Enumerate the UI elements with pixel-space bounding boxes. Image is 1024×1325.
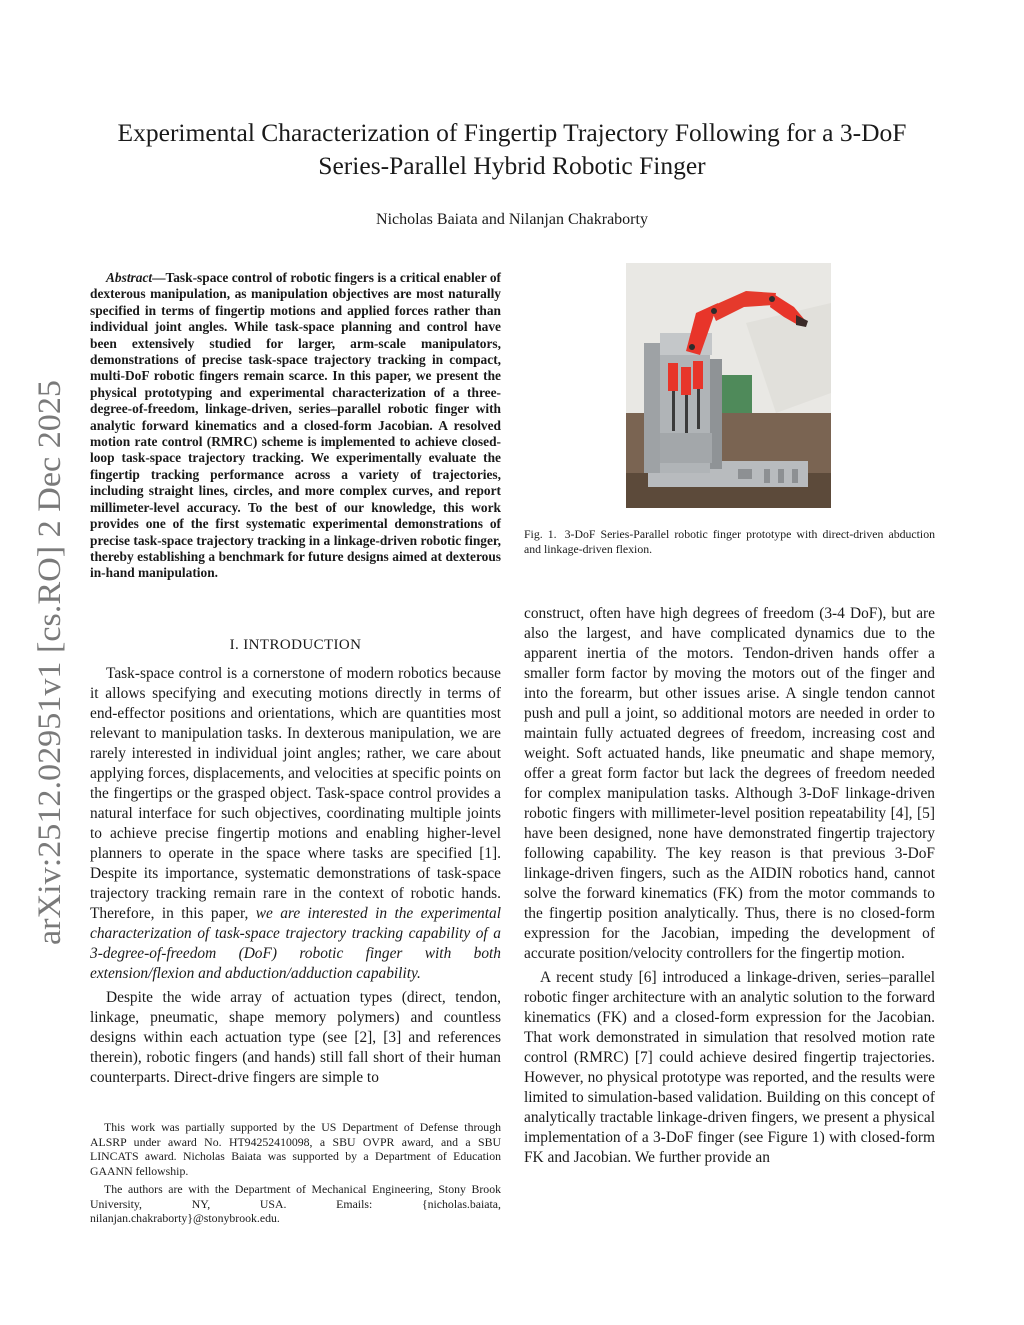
figure-1-caption-text: 3-DoF Series-Parallel robotic finger prototype with direct-driven abduction and linkage-driven flexion. xyxy=(524,527,935,556)
photo-base-slot-3 xyxy=(778,469,784,483)
figure-1-label: Fig. 1. xyxy=(524,527,557,541)
photo-motor-1-shaft xyxy=(672,391,675,431)
introduction-right-column xyxy=(524,604,935,1168)
abstract-text: Task-space control of robotic fingers is a critical enabler of dexterous manipulation, as manipulation objectives are most naturally specified in terms of fingertip motions and applied forces rather than individual joint angles. While task-space planning and control have been extensively studied for larger, arm-scale manipulators, demonstrations of precise task-space trajectory tracking in compact, multi-DoF robotic fingers remain scarce. In this paper, we present the physical prototyping and experimental characterization of a three-degree-of-freedom, linkage-driven, series–parallel robotic finger with analytic forward kinematics and a closed-form Jacobian. A resolved motion rate control (RMRC) scheme is implemented to achieve closed-loop task-space trajectory tracking. We experimentally evaluate the fingertip tracking performance across a variety of trajectories, including straight lines, circles, and more complex curves, and report millimeter-level accuracy. To the best of our knowledge, this work provides one of the first systematic experimental demonstrations of precise task-space trajectory tracking in a linkage-driven robotic finger, thereby establishing a benchmark for future designs aimed at dexterous in-hand manipulation. xyxy=(90,270,501,581)
paper-title-line-1: Experimental Characterization of Fingertip Trajectory Following for a 3-DoF xyxy=(117,118,907,147)
paper-authors: Nicholas Baiata and Nilanjan Chakraborty xyxy=(376,211,648,228)
figure-1-caption xyxy=(524,527,935,557)
abstract xyxy=(90,270,501,582)
right-paragraph-1: construct, often have high degrees of freedom (3-4 DoF), but are also the largest, and have complicated dynamics due to the apparent inertia of the motors. Tendon-driven hands offer a smaller form factor by moving the motors out of the finger and into the forearm, but other issues arise. A single tendon cannot push and pull a joint, so additional motors are needed in order to maintain fully actuated degrees of freedom, increasing cost and weight. Soft actuated hands, like pneumatic and shape memory, offer a great form factor but lack the degrees of freedom needed for complex manipulation tasks. Although 3-DoF linkage-driven robotic fingers with millimeter-level position repeatability [4], [5] have been designed, none have demonstrated fingertip trajectory following capability. The key reason is that previous 3-DoF linkage-driven fingers, such as the AIDIN robotics hand, cannot solve the forward kinematics (FK) from the motor commands to the fingertip position analytically. Thus, there is no closed-form expression for the Jacobian, impeding the development of accurate position/velocity controllers for the fingertip motion. xyxy=(524,605,935,962)
arxiv-identifier-stamp xyxy=(16,380,76,950)
photo-motor-2-shaft xyxy=(685,395,688,435)
section-heading-introduction: I. INTRODUCTION xyxy=(229,637,362,653)
photo-base-slot-4 xyxy=(792,469,798,483)
photo-joint-2 xyxy=(769,296,775,302)
footnote-affiliation: The authors are with the Department of Mechanical Engineering, Stony Brook University, NY, USA. Emails: {nicholas.baiata, nilanjan.chakraborty}@stonybrook.edu. xyxy=(90,1182,501,1225)
photo-motor-3-shaft xyxy=(697,389,700,429)
intro-paragraph-1-text: Task-space control is a cornerstone of modern robotics because it allows specifying and executing motions directly in terms of end-effector positions and orientations, which are quantities most relevant to manipulation tasks. In dexterous manipulation, we are rarely interested in individual joint angles; rather, we care about applying forces, displacements, and velocities at specific points on the fingertips or the grasped object. Task-space control provides a natural interface for such objectives, coordinating multiple joints to achieve precise fingertip motions and enabling higher-level planners to operate in the space where tasks are specified [1]. Despite its importance, systematic demonstrations of task-space trajectory tracking remain rare in the context of robotic hands. Therefore, in this paper, xyxy=(90,665,501,922)
paper-title xyxy=(60,116,964,182)
paper-title-line-2: Series-Parallel Hybrid Robotic Finger xyxy=(318,151,706,180)
footnote-funding: This work was partially supported by the US Department of Defense through ALSRP under award No. HT94252410098, a SBU OVPR award, and a SBU LINCATS award. Nicholas Baiata was supported by a Department of Education GAANN fellowship. xyxy=(90,1120,501,1178)
figure-1-robotic-finger-photo xyxy=(626,263,831,508)
introduction-left-column xyxy=(90,664,501,1088)
footnotes xyxy=(90,1120,501,1226)
arxiv-stamp-text: arXiv:2512.02951v1 [cs.RO] 2 Dec 2025 xyxy=(32,398,68,945)
photo-motor-3 xyxy=(693,361,703,389)
photo-motor-1 xyxy=(668,363,678,391)
photo-motor-2 xyxy=(681,367,691,395)
intro-paragraph-1-emphasis: we are interested in the experimental characterization of task-space trajectory tracking capability of a 3-degree-of-freedom (DoF) robotic finger with both extension/flexion and abduction/adduction capability. xyxy=(90,905,501,982)
photo-joint-1 xyxy=(711,308,717,314)
right-paragraph-2: A recent study [6] introduced a linkage-driven, series–parallel robotic finger architecture with an analytic solution to the forward kinematics (FK) and a closed-form expression for the Jacobian. That work demonstrated in simulation that resolved motion rate control (RMRC) [7] could achieve desired fingertip trajectories. However, no physical prototype was reported, and the results were limited to simulation-based validation. Building on this concept of analytically tractable linkage-driven fingers, we present a physical implementation of a 3-DoF finger (see Figure 1) with closed-form FK and Jacobian. We further provide an xyxy=(524,969,935,1166)
abstract-label: Abstract xyxy=(106,270,153,285)
intro-paragraph-1 xyxy=(90,664,501,984)
photo-base-slot-2 xyxy=(764,469,770,483)
intro-paragraph-2: Despite the wide array of actuation types (direct, tendon, linkage, pneumatic, shape memory polymers) and countless designs within each actuation type (see [2], [3] and references therein), robotic fingers (and hands) still fall short of their human counterparts. Direct-drive fingers are simple to xyxy=(90,989,501,1086)
photo-base-slot-1 xyxy=(738,469,752,479)
photo-frame-lower-block xyxy=(660,433,712,463)
abstract-dash: — xyxy=(152,270,166,285)
photo-joint-3 xyxy=(689,344,695,350)
